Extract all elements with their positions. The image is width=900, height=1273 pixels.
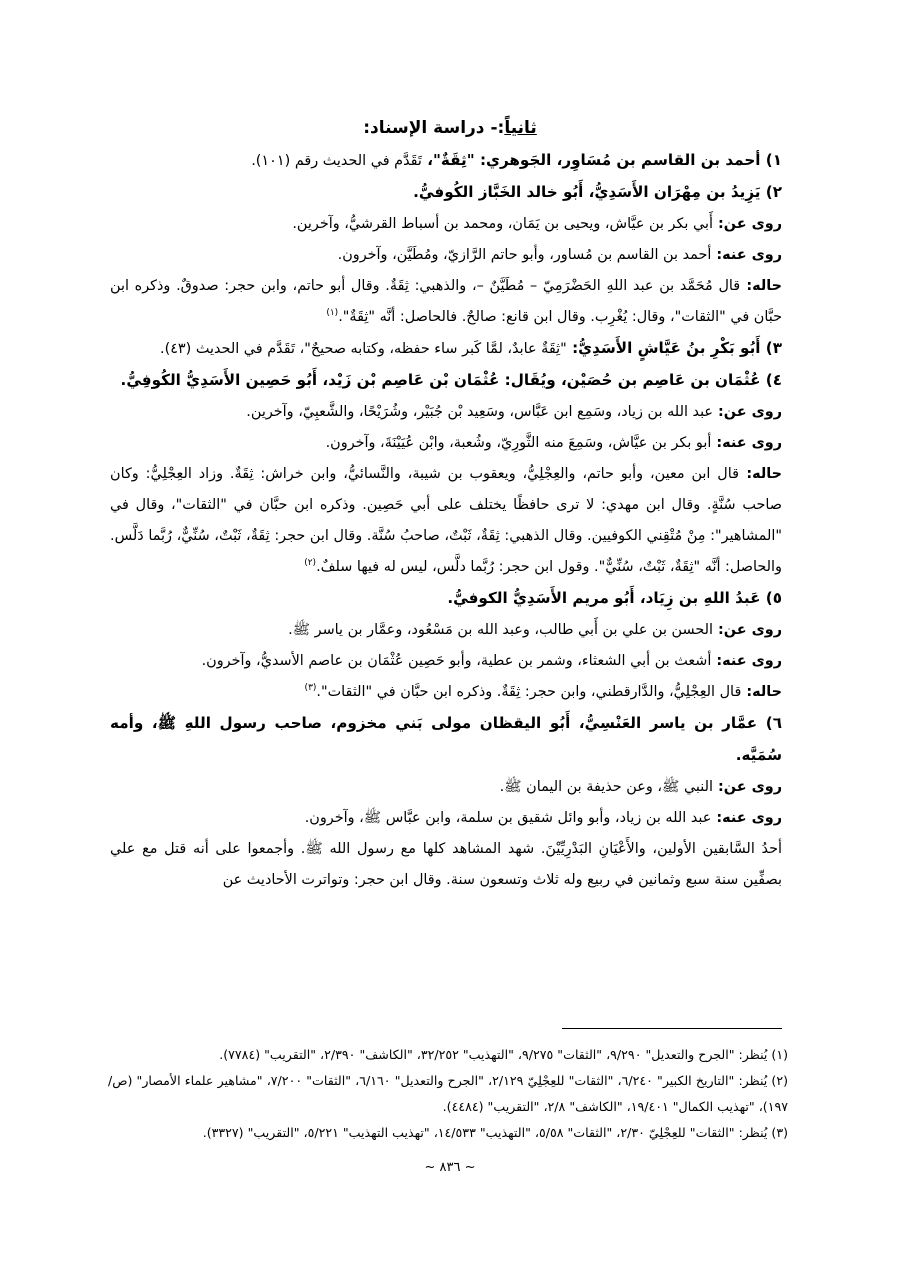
paragraph [110,677,782,708]
paragraph-text: أحمد بن القاسم بن مُساور، وأبو حاتم الرَّازيّ، ومُطَيَّن، وآخرون. [337,247,712,263]
paragraph-text: عبد الله بن زياد، وأبو وائل شقيق بن سلمة، وابن عبَّاس ﷺ، وآخرون. [304,810,712,826]
paragraph-lead: روى عن: [713,779,782,795]
paragraph [110,803,782,834]
narrator-title: ٣) أَبُو بَكْرِ بنُ عَيَّاشٍ الأَسَدِيُّ: [566,339,782,357]
section-heading-label: ثانياً [504,118,537,138]
paragraph-text: النبي ﷺ، وعن حذيفة بن اليمان ﷺ. [499,779,714,795]
paragraph-text: الحسن بن علي بن أَبي طالب، وعبد الله بن مَسْعُود، وعمَّار بن ياسر ﷺ. [288,622,714,638]
paragraph [110,772,782,803]
paragraph-text: قال ابن معين، وأبو حاتم، والعِجْلِيُّ، ويعقوب بن شيبة، والنَّسائيُّ، وابن خراش: ثِقَةٌ. وزاد العِجْلِيُّ: وكان صاحب سُنَّةٍ. وقال ابن مهدي: لا ترى حافظًا يختلف على أبي حَصِين. وذكره ابن حبَّان في "الثقات"، وقال في "المشاهير": مِنْ مُتْقِني الكوفيين. وقال الذهبي: ثِقَةٌ، ثَبْتٌ، صاحبُ سُنَّة. وقال ابن حجر: ثِقَةٌ، ثَبْتٌ، سُنِّيٌّ، رُبَّما دَلَّس. والحاصل: أنَّه "ثِقَةٌ، ثَبْتٌ، سُنِّيٌّ". وقول ابن حجر: رُبَّما دلَّس، ليس له فيها سلفٌ. [110,466,782,575]
paragraph [110,365,782,397]
paragraph [110,615,782,646]
narrator-title: ٢) يَزِيدُ بن مِهْرَان الأَسَدِيُّ، أَبُو خالد الخَبَّاز الكُوفيُّ. [413,183,782,201]
paragraph [110,240,782,271]
paragraph [110,209,782,240]
paragraph [110,397,782,428]
narrator-title: ٥) عَبدُ اللهِ بن زِيَاد، أَبُو مريم الأَسَدِيُّ الكوفيُّ. [447,589,782,607]
footnote: (١) يُنظر: "الجرح والتعديل" ٩/٢٩٠، "الثقات" ٩/٢٧٥، "التهذيب" ٣٢/٢٥٢، "الكاشف" ٢/٣٩٠، "التقريب" (٧٧٨٤). [219,1047,788,1062]
main-text [110,145,782,896]
footnote-ref[interactable]: (٢) [304,558,317,569]
section-heading [0,118,900,138]
paragraph-lead: روى عنه: [711,247,782,263]
paragraph-lead: حاله: [741,684,782,700]
paragraph-lead: حاله: [740,278,782,294]
paragraph-lead: روى عن: [713,404,782,420]
paragraph-text: أَبي بكر بن عيَّاش، ويحيى بن يَمَان، ومحمد بن أسباط القرشيُّ، وآخرين. [292,216,714,232]
paragraph-lead: روى عنه: [711,810,782,826]
narrator-title: ١) أحمد بن القاسم بن مُسَاوِر، الجَوهري: "ثِقَةٌ"، [421,151,782,169]
paragraph [110,459,782,583]
paragraph-text: أبو بكر بن عيَّاش، وسَمِعَ منه الثَّورِيّ، وشُعبة، وابْن عُيَيْنَةَ، وآخرون. [325,435,712,451]
footnotes [108,1042,788,1146]
footnote-ref[interactable]: (٣) [304,683,317,694]
paragraph-text: أحدُ السَّابقين الأولين، والأَعْيَانِ البَدْرِيِّيْنَ. شهد المشاهد كلها مع رسول الله ﷺ. وأجمعوا على أنه قتل مع علي بصفِّين سنة سبع وثمانين في ربيع وله ثلاث وتسعون سنة. وقال ابن حجر: وتواترت الأحاديث عن [110,841,782,888]
paragraph-text: قال مُحَمَّد بن عبد اللهِ الحَضْرَمِيّ – مُطَيَّنٌ –، والذهبي: ثِقَةٌ. وقال أبو حاتم، وابن حجر: صدوقٌ. وذكره ابن حبَّان في "الثقات"، وقال: يُغْرِب. وقال ابن قانع: صالحٌ. فالحاصل: أنَّه "ثِقَةٌ". [110,278,782,325]
section-heading-rest: :- دراسة الإسناد: [363,118,505,138]
footnote-divider [562,1028,782,1029]
paragraph [110,834,782,896]
page-number: ~ ٨٣٦ ~ [424,1160,476,1175]
paragraph [110,708,782,772]
paragraph [110,177,782,209]
paragraph [110,333,782,365]
paragraph-lead: روى عن: [713,622,782,638]
paragraph-text: قال العِجْلِيُّ، والدَّارقطني، وابن حجر: ثِقَةٌ. وذكره ابن حبَّان في "الثقات". [316,684,742,700]
paragraph [110,646,782,677]
paragraph [110,145,782,177]
narrator-title: ٤) عُثْمَان بن عَاصِم بن حُصَيْن، ويُقَال: عُثْمَان بْن عَاصِم بْن زَيْد، أَبُو حَصِين الأَسَدِيُّ الكُوفِيُّ. [120,371,782,389]
paragraph-text: تَقَدَّم في الحديث رقم (١٠١). [251,153,422,169]
paragraph-lead: روى عنه: [711,435,782,451]
paragraph-text: عبد الله بن زياد، وسَمِع ابن عَبَّاس، وسَعِيد بْن جُبَيْر، وشُرَيْحًا، والشَّعبِيّ، وآخرين. [246,404,714,420]
paragraph [110,271,782,333]
footnote: (٣) يُنظر: "الثقات" للعِجْلِيّ ٢/٣٠، "الثقات" ٥/٥٨، "التهذيب" ١٤/٥٣٣، "تهذيب التهذيب" ٥/٢٢١، "التقريب" (٣٣٢٧). [202,1125,788,1140]
paragraph-lead: روى عنه: [711,653,782,669]
paragraph-text: أشعث بن أبي الشعثاء، وشمر بن عطية، وأبو حَصِين عُثْمَان بن عاصم الأسديُّ، وآخرون. [201,653,712,669]
footnote-ref[interactable]: (١) [326,308,339,319]
footnote: (٢) يُنظر: "التاريخ الكبير" ٦/٢٤٠، "الثقات" للعِجْلِيّ ٢/١٢٩، "الجرح والتعديل" ٦/١٦٠، "الثقات" ٧/٢٠٠، "مشاهير علماء الأمصار" (ص/١٩٧)، "تهذيب الكمال" ١٩/٤٠١، "الكاشف" ٢/٨، "التقريب" (٤٤٨٤). [108,1073,789,1114]
paragraph [110,428,782,459]
paragraph-lead: روى عن: [713,216,782,232]
paragraph [110,583,782,615]
paragraph-lead: حاله: [739,466,783,482]
paragraph-text: "ثِقَةٌ عابدٌ، لمَّا كَبر ساء حفظه، وكتابه صحيحٌ"، تَقَدَّم في الحديث (٤٣). [160,341,567,357]
narrator-title: ٦) عمَّار بن ياسر العَنْسِيُّ، أَبُو اليقظان مولى بَني مخزوم، صاحب رسول اللهِ ﷺ، وأمه سُمَيَّه. [110,714,782,764]
